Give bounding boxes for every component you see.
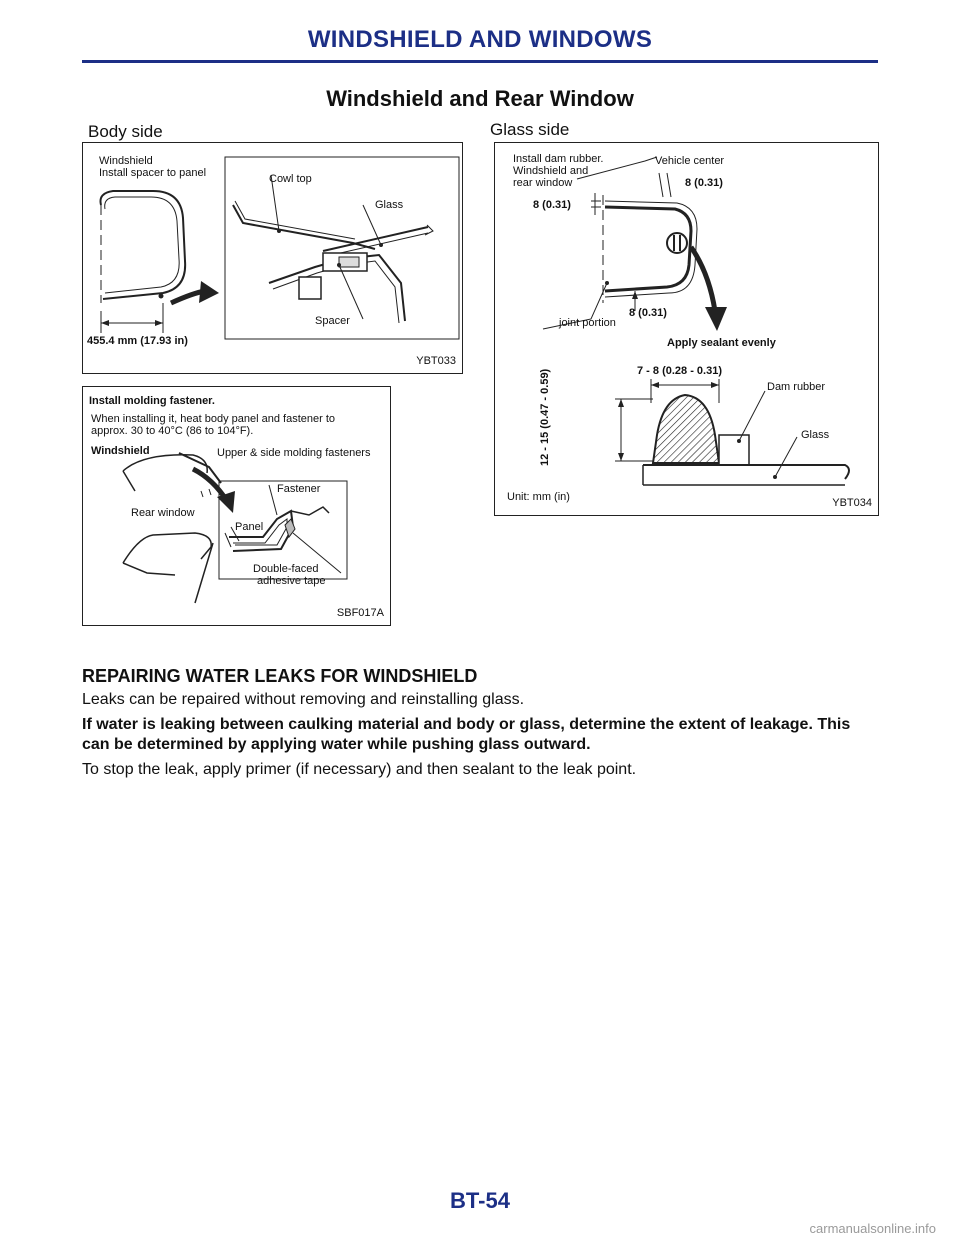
figure-sbf017a	[82, 386, 391, 626]
install-dam-line-2: Windshield and	[513, 165, 589, 177]
page-number: BT-54	[450, 1188, 510, 1213]
panel-label: Panel	[235, 521, 264, 533]
install-dam-line-3: rear window	[513, 177, 573, 189]
rear-window-label: Rear window	[131, 507, 195, 519]
vehicle-center-label: Vehicle center	[655, 155, 725, 167]
page-title: Windshield and Rear Window	[326, 86, 634, 111]
instruction-line-1: When installing it, heat body panel and fastener to	[91, 413, 335, 425]
tape-label-line-2: adhesive tape	[257, 575, 326, 587]
glass-label: Glass	[375, 199, 404, 211]
dimension-label: 455.4 mm (17.93 in)	[87, 335, 188, 347]
watermark: carmanualsonline.info	[809, 1221, 936, 1236]
apply-sealant-label: Apply sealant evenly	[667, 337, 776, 349]
windshield-label: Windshield	[91, 445, 150, 457]
windshield-label: Windshield	[99, 155, 153, 167]
paragraph-1: Leaks can be repaired without removing and reinstalling glass.	[82, 691, 525, 708]
unit-label: Unit: mm (in)	[507, 491, 570, 503]
figure-code: SBF017A	[336, 607, 384, 619]
paragraph-2-line-2: can be determined by applying water while pushing glass outward.	[82, 736, 591, 753]
figure-code: YBT034	[832, 497, 872, 509]
dim-bottom: 8 (0.31)	[629, 307, 667, 319]
section-header: WINDSHIELD AND WINDOWS	[307, 26, 653, 53]
joint-portion-label: joint portion	[559, 317, 616, 329]
spacer-label: Spacer	[315, 315, 350, 327]
figure-ybt034	[494, 142, 879, 516]
install-dam-line-1: Install dam rubber.	[513, 153, 604, 165]
section-title: REPAIRING WATER LEAKS FOR WINDSHIELD	[82, 666, 478, 686]
height-dim-label: 12 - 15 (0.47 - 0.59)	[539, 368, 551, 466]
upper-side-label: Upper & side molding fasteners	[217, 447, 371, 459]
fastener-label: Fastener	[277, 483, 321, 495]
tape-label-line-1: Double-faced	[253, 563, 319, 575]
cowl-top-label: Cowl top	[269, 173, 312, 185]
molding-heading: Install molding fastener.	[89, 395, 215, 407]
dim-left: 8 (0.31)	[533, 199, 571, 211]
dam-rubber-label: Dam rubber	[767, 381, 826, 393]
figure-ybt033	[82, 142, 463, 374]
body-side-label: Body side	[88, 122, 163, 141]
glass-label: Glass	[801, 429, 830, 441]
width-dim-label: 7 - 8 (0.28 - 0.31)	[637, 365, 722, 377]
figure-code: YBT033	[416, 355, 456, 367]
dim-top-right: 8 (0.31)	[685, 177, 723, 189]
paragraph-3: To stop the leak, apply primer (if necessary) and then sealant to the leak point.	[82, 761, 637, 778]
install-spacer-label: Install spacer to panel	[99, 167, 207, 179]
instruction-line-2: approx. 30 to 40°C (86 to 104°F).	[91, 425, 254, 437]
glass-side-label: Glass side	[490, 120, 570, 139]
header-rule	[82, 60, 878, 63]
paragraph-2-line-1: If water is leaking between caulking material and body or glass, determine the extent of leakage. This	[82, 716, 851, 733]
